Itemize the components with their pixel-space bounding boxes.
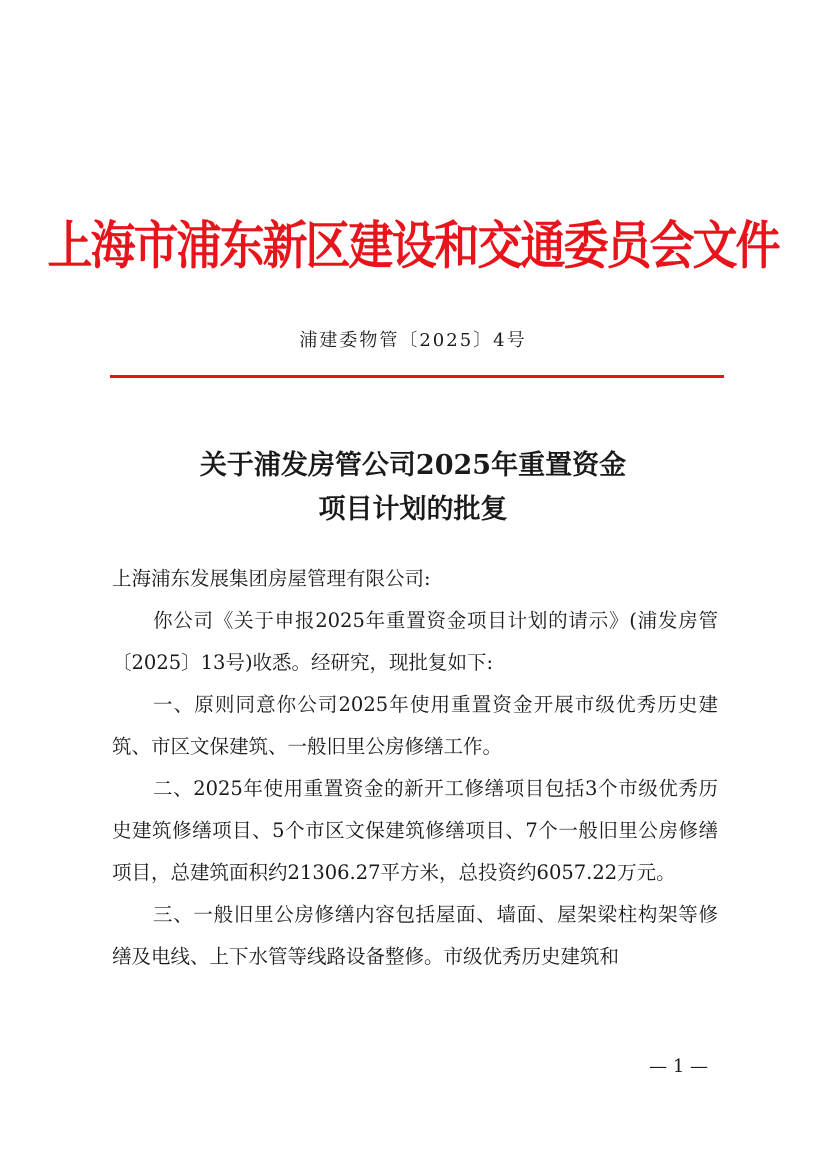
- paragraph-item-2: 二、2025年使用重置资金的新开工修缮项目包括3个市级优秀历史建筑修缮项目、5个市区文保建筑修缮项目、7个一般旧里公房修缮项目，总建筑面积约21306.27平方米，总投资约6057.22万元。: [112, 777, 718, 884]
- issuer-header-title: 上海市浦东新区建设和交通委员会文件: [47, 214, 779, 276]
- document-body: [112, 558, 718, 978]
- document-title: [0, 444, 826, 532]
- title-line-2: 项目计划的批复: [318, 494, 508, 525]
- paragraph-intro: 你公司《关于申报2025年重置资金项目计划的请示》(浦发房管〔2025〕13号)收悉。经研究，现批复如下:: [112, 609, 718, 674]
- red-divider-line: [110, 375, 724, 378]
- title-line-1: 关于浦发房管公司2025年重置资金: [199, 450, 627, 481]
- addressee: 上海浦东发展集团房屋管理有限公司:: [112, 567, 431, 590]
- document-number: 浦建委物管〔2025〕4号: [299, 330, 527, 351]
- page-number: — 1 —: [649, 1056, 708, 1077]
- paragraph-item-1: 一、原则同意你公司2025年使用重置资金开展市级优秀历史建筑、市区文保建筑、一般旧里公房修缮工作。: [112, 693, 718, 758]
- paragraph-item-3: 三、一般旧里公房修缮内容包括屋面、墙面、屋架梁柱构架等修缮及电线、上下水管等线路设备整修。市级优秀历史建筑和: [112, 903, 718, 968]
